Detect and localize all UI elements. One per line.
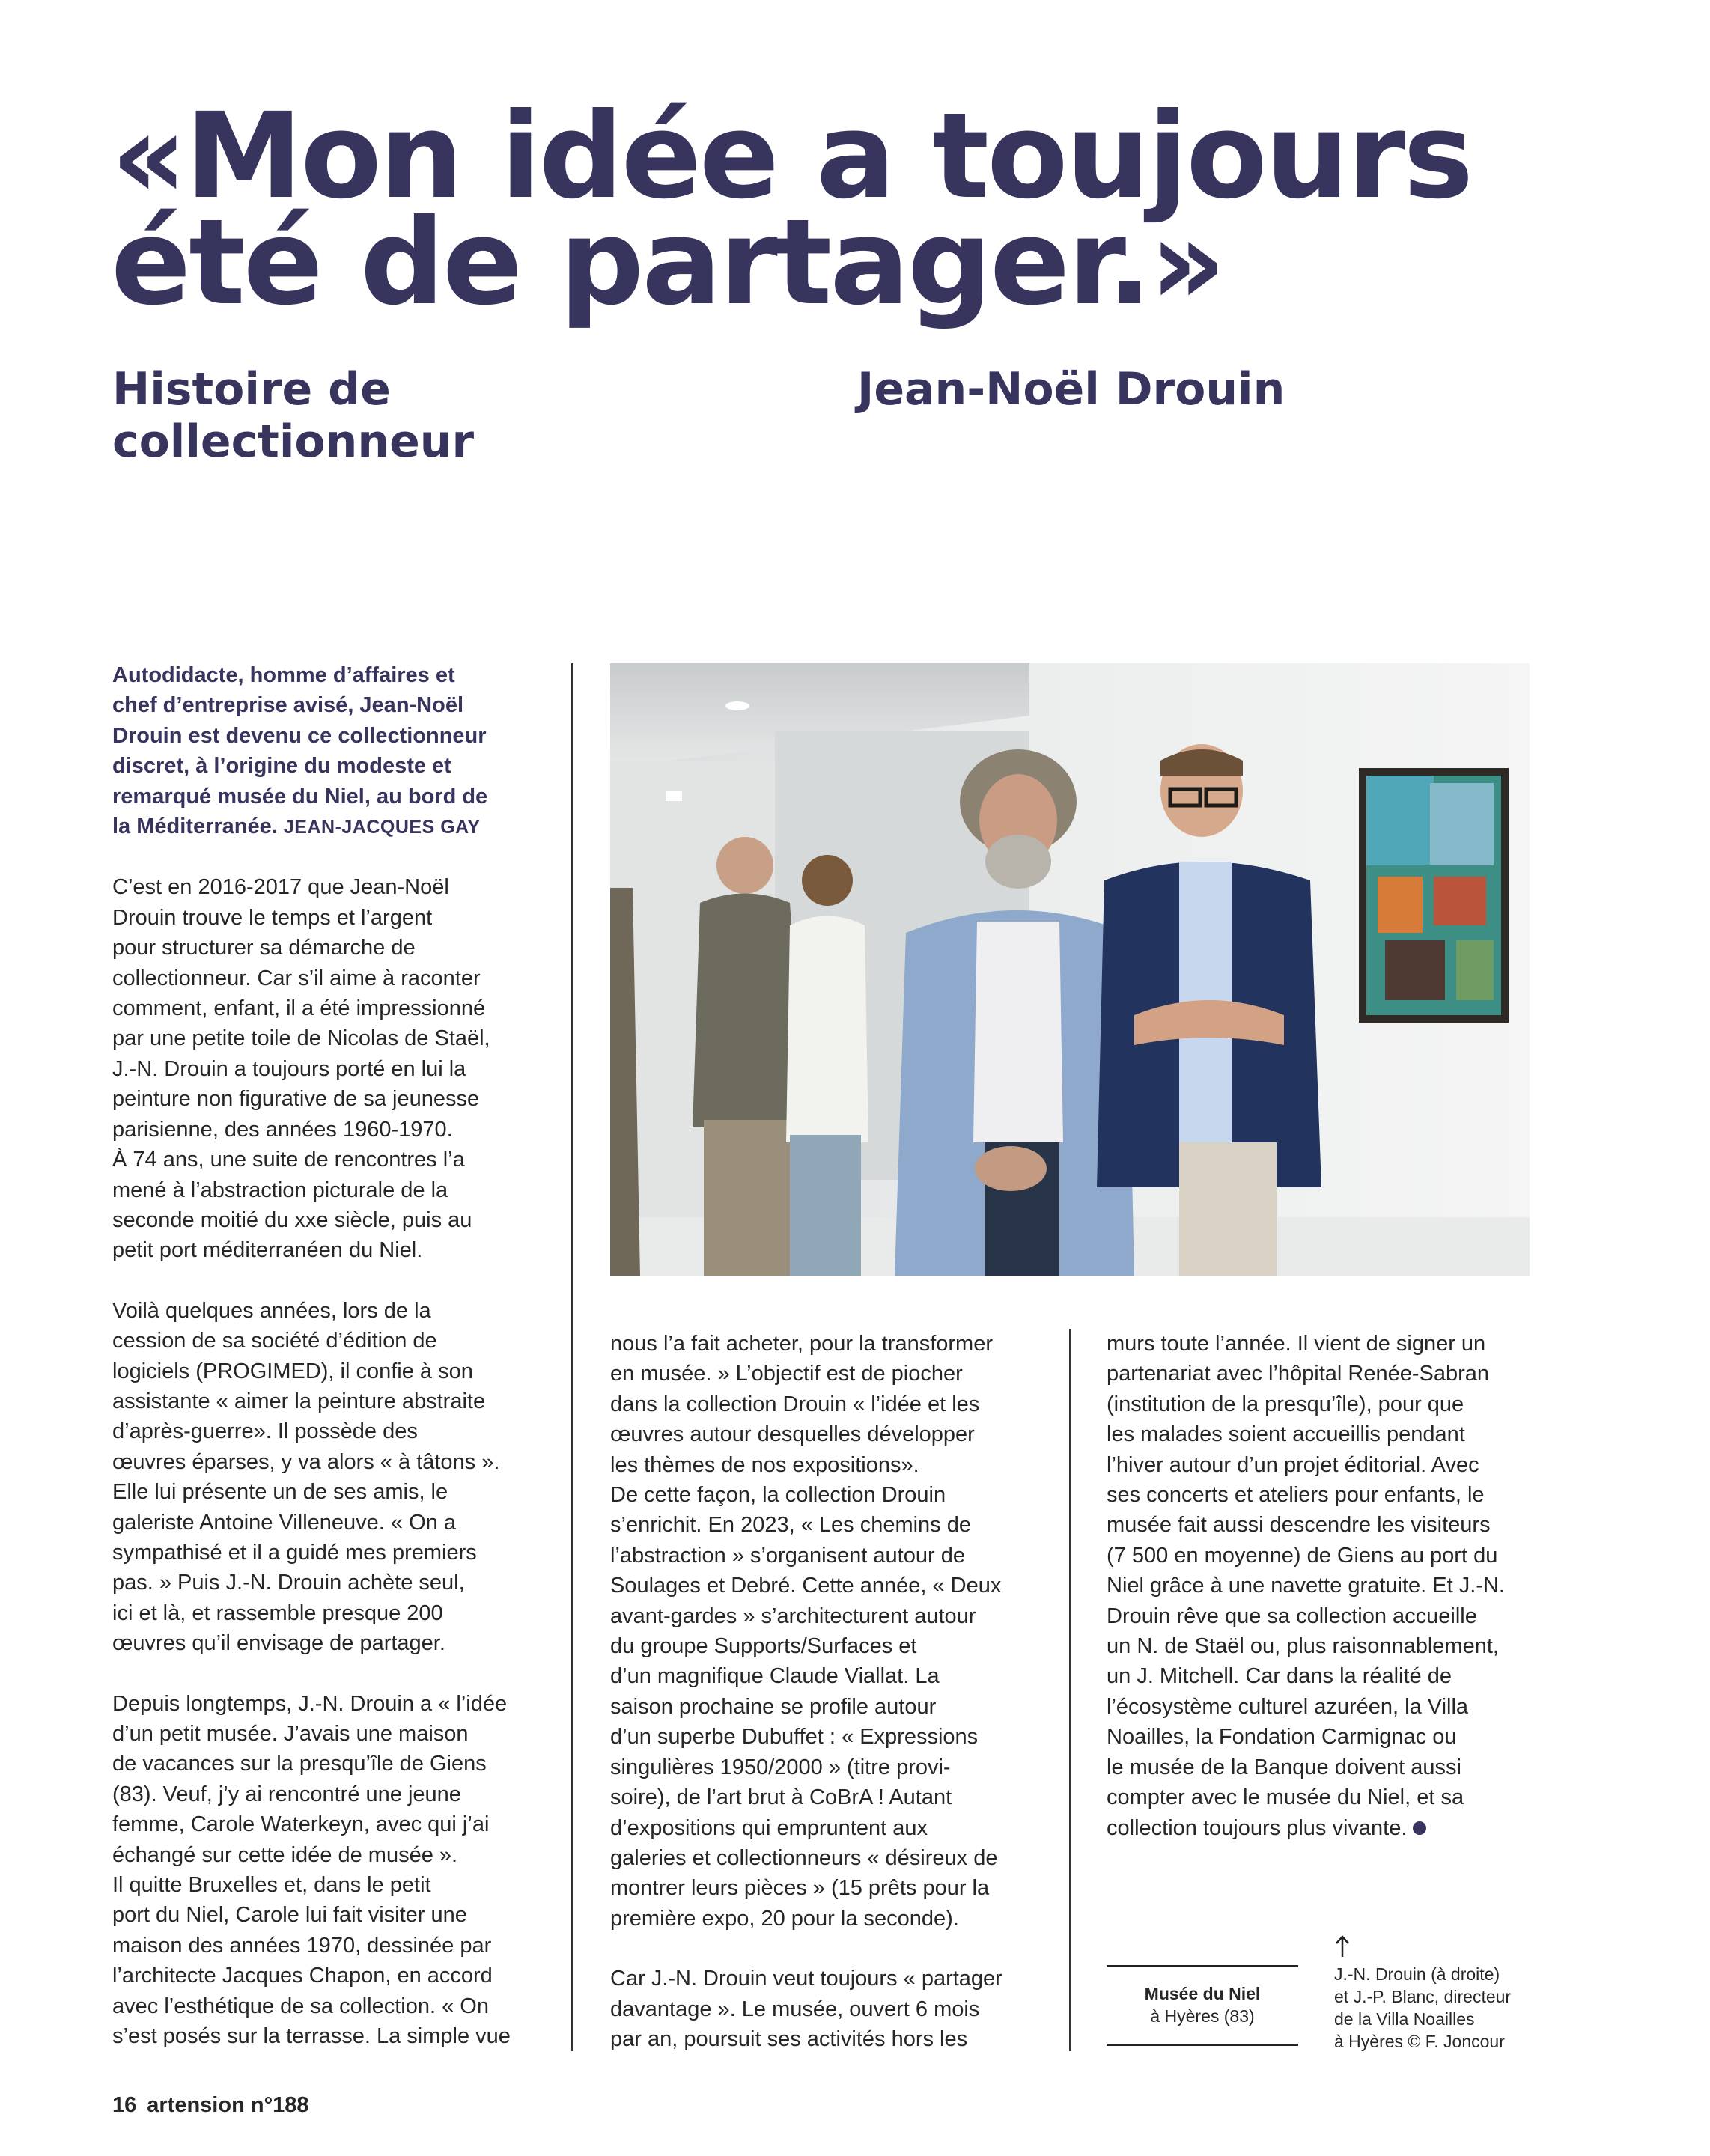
text-line: Noailles, la Fondation Carmignac ou	[1107, 1725, 1457, 1750]
end-mark-icon	[1413, 1821, 1426, 1835]
paragraph-3	[112, 1689, 547, 2052]
text-line: mené à l’abstraction picturale de la	[112, 1178, 448, 1202]
text-line: l’hiver autour d’un projet éditorial. Avec	[1107, 1452, 1479, 1477]
person-name: Jean-Noël Drouin	[857, 363, 1285, 415]
text-line: d’un superbe Dubuffet : « Expressions	[610, 1725, 979, 1750]
text-line: saison prochaine se profile autour	[610, 1694, 937, 1719]
photo-caption	[1334, 1963, 1511, 2053]
title-line-1: «Mon idée a toujours	[111, 88, 1472, 225]
paragraph-6	[1107, 1329, 1556, 1843]
text-line: d’après-guerre». Il possède des	[112, 1419, 418, 1444]
text-line: collectionneur. Car s’il aime à raconter	[112, 966, 481, 990]
subtitle-line-1: Histoire de	[112, 363, 391, 415]
text-line: Drouin rêve que sa collection accueille	[1107, 1604, 1477, 1628]
text-line: nous l’a fait acheter, pour la transformer	[610, 1332, 993, 1356]
text-line: en musée. » L’objectif est de piocher	[610, 1362, 963, 1386]
text-line: port du Niel, Carole lui fait visiter une	[112, 1903, 467, 1928]
text-line: œuvres autour desquelles développer	[610, 1422, 975, 1447]
author-name: JEAN-JACQUES GAY	[283, 817, 481, 838]
page-footer	[112, 2093, 309, 2118]
lead-line: remarqué musée du Niel, au bord de	[112, 784, 488, 808]
text-line: de vacances sur la presqu’île de Giens	[112, 1752, 487, 1776]
text-line: Soulages et Debré. Cette année, « Deux	[610, 1574, 1002, 1598]
text-line: d’un petit musée. J’avais une maison	[112, 1722, 469, 1746]
text-line: partenariat avec l’hôpital Renée-Sabran	[1107, 1362, 1490, 1386]
text-line: du groupe Supports/Surfaces et	[610, 1634, 917, 1659]
lead-line: chef d’entreprise avisé, Jean-Noël	[112, 693, 464, 718]
text-line: œuvres qu’il envisage de partager.	[112, 1631, 445, 1656]
text-line: Il quitte Bruxelles et, dans le petit	[112, 1873, 431, 1898]
subtitle-line-2: collectionneur	[112, 415, 475, 468]
text-line: C’est en 2016-2017 que Jean-Noël	[112, 875, 449, 900]
text-line: le musée de la Banque doivent aussi	[1107, 1755, 1461, 1779]
text-line-last	[1107, 1813, 1556, 1843]
text-line: dans la collection Drouin « l’idée et les	[610, 1392, 980, 1416]
text-line: peinture non figurative de sa jeunesse	[112, 1087, 480, 1112]
column-divider	[1069, 1329, 1071, 2051]
page-title	[111, 88, 1608, 332]
text-line: cession de sa société d’édition de	[112, 1329, 437, 1353]
paragraph-4	[610, 1329, 1059, 1934]
lead-last-text: la Méditerranée.	[112, 814, 278, 839]
text-line: seconde moitié du xxe siècle, puis au	[112, 1208, 472, 1232]
lead-paragraph	[112, 660, 547, 842]
text-line: J.-N. Drouin a toujours porté en lui la	[112, 1056, 466, 1081]
museum-name: Musée du Niel	[1144, 1984, 1261, 2003]
text-line: œuvres éparses, y va alors « à tâtons ».	[112, 1449, 500, 1474]
text-line: soire), de l’art brut à CoBrA ! Autant	[610, 1785, 952, 1810]
text-line: musée fait aussi descendre les visiteurs	[1107, 1513, 1491, 1538]
text-line: première expo, 20 pour la seconde).	[610, 1906, 959, 1931]
text-line: Depuis longtemps, J.-N. Drouin a « l’idée	[112, 1691, 508, 1716]
paragraph-2	[112, 1296, 547, 1659]
text-line: s’est posés sur la terrasse. La simple vue	[112, 2024, 511, 2049]
caption-line: J.-N. Drouin (à droite)	[1334, 1964, 1500, 1984]
text-line: par an, poursuit ses activités hors les	[610, 2026, 968, 2051]
text-line: De cette façon, la collection Drouin	[610, 1483, 946, 1508]
column-divider	[571, 663, 573, 2051]
text-line: par une petite toile de Nicolas de Staël,	[112, 1026, 490, 1051]
text-line: montrer leurs pièces » (15 prêts pour la	[610, 1876, 990, 1901]
text-line: un J. Mitchell. Car dans la réalité de	[1107, 1664, 1452, 1689]
text-line: galeries et collectionneurs « désireux de	[610, 1845, 998, 1870]
text-line: parisienne, des années 1960-1970.	[112, 1117, 453, 1142]
article-column-1	[112, 660, 547, 2051]
text-line: Car J.-N. Drouin veut toujours « partager	[610, 1967, 1002, 1991]
text-line: s’enrichit. En 2023, « Les chemins de	[610, 1513, 971, 1538]
text-line: davantage ». Le musée, ouvert 6 mois	[610, 1997, 980, 2021]
text-line: compter avec le musée du Niel, et sa	[1107, 1785, 1464, 1810]
museum-info-box	[1107, 1965, 1298, 2046]
subtitle	[112, 363, 474, 468]
text-line: l’architecte Jacques Chapon, en accord	[112, 1964, 493, 1988]
text-line: Voilà quelques années, lors de la	[112, 1298, 431, 1323]
text-line: avant-gardes » s’architecturent autour	[610, 1604, 976, 1628]
text-line: échangé sur cette idée de musée ».	[112, 1842, 458, 1867]
text-line: (83). Veuf, j’y ai rencontré une jeune	[112, 1782, 461, 1806]
lead-line: Autodidacte, homme d’affaires et	[112, 663, 455, 687]
text-line: (7 500 en moyenne) de Giens au port du	[1107, 1543, 1498, 1568]
gallery-photo	[610, 663, 1530, 1276]
text-line: l’écosystème culturel azuréen, la Villa	[1107, 1694, 1469, 1719]
caption-line: à Hyères © F. Joncour	[1334, 2032, 1505, 2051]
museum-place: à Hyères (83)	[1150, 2006, 1255, 2026]
caption-line: et J.-P. Blanc, directeur	[1334, 1987, 1512, 2006]
arrow-up-icon	[1334, 1934, 1351, 1958]
lead-line: discret, à l’origine du modeste et	[112, 754, 451, 779]
text-line: logiciels (PROGIMED), il confie à son	[112, 1359, 473, 1383]
text-line: un N. de Staël ou, plus raisonnablement,	[1107, 1634, 1499, 1659]
text-line: singulières 1950/2000 » (titre provi-	[610, 1755, 951, 1779]
magazine-issue: artension n°188	[147, 2093, 309, 2117]
text-line: ses concerts et ateliers pour enfants, le	[1107, 1483, 1485, 1508]
text-line: (institution de la presqu’île), pour que	[1107, 1392, 1464, 1416]
lead-line: Drouin est devenu ce collectionneur	[112, 723, 487, 748]
title-line-2: été de partager.»	[111, 194, 1224, 332]
text-line: l’abstraction » s’organisent autour de	[610, 1543, 965, 1568]
text-line: avec l’esthétique de sa collection. « On	[112, 1994, 489, 2018]
text-line: sympathisé et il a guidé mes premiers	[112, 1540, 477, 1565]
text-line: petit port méditerranéen du Niel.	[112, 1238, 423, 1263]
text-line: pour structurer sa démarche de	[112, 936, 416, 960]
text-line: les thèmes de nos expositions».	[610, 1452, 919, 1477]
paragraph-5	[610, 1964, 1059, 2054]
article-column-3	[1107, 1329, 1556, 1843]
lead-line-last	[112, 811, 547, 842]
text-line: murs toute l’année. Il vient de signer un	[1107, 1332, 1486, 1356]
page-number: 16	[112, 2093, 137, 2117]
paragraph-1	[112, 872, 547, 1265]
text-line: galeriste Antoine Villeneuve. « On a	[112, 1510, 456, 1535]
text-line: À 74 ans, une suite de rencontres l’a	[112, 1148, 465, 1172]
text-line: femme, Carole Waterkeyn, avec qui j’ai	[112, 1812, 490, 1837]
text-line: pas. » Puis J.-N. Drouin achète seul,	[112, 1571, 465, 1595]
text-line: d’un magnifique Claude Viallat. La	[610, 1664, 940, 1689]
text-line: Drouin trouve le temps et l’argent	[112, 905, 433, 930]
text-line: les malades soient accueillis pendant	[1107, 1422, 1465, 1447]
text-line: collection toujours plus vivante.	[1107, 1815, 1408, 1840]
text-line: ici et là, et rassemble presque 200	[112, 1601, 443, 1625]
text-line: Niel grâce à une navette gratuite. Et J.-N.	[1107, 1574, 1505, 1598]
text-line: comment, enfant, il a été impressionné	[112, 996, 486, 1021]
text-line: maison des années 1970, dessinée par	[112, 1933, 492, 1958]
text-line: assistante « aimer la peinture abstraite	[112, 1389, 486, 1413]
caption-line: de la Villa Noailles	[1334, 2009, 1475, 2029]
text-line: Elle lui présente un de ses amis, le	[112, 1480, 448, 1505]
article-column-2	[610, 1329, 1059, 2054]
text-line: d’expositions qui empruntent aux	[610, 1815, 928, 1840]
